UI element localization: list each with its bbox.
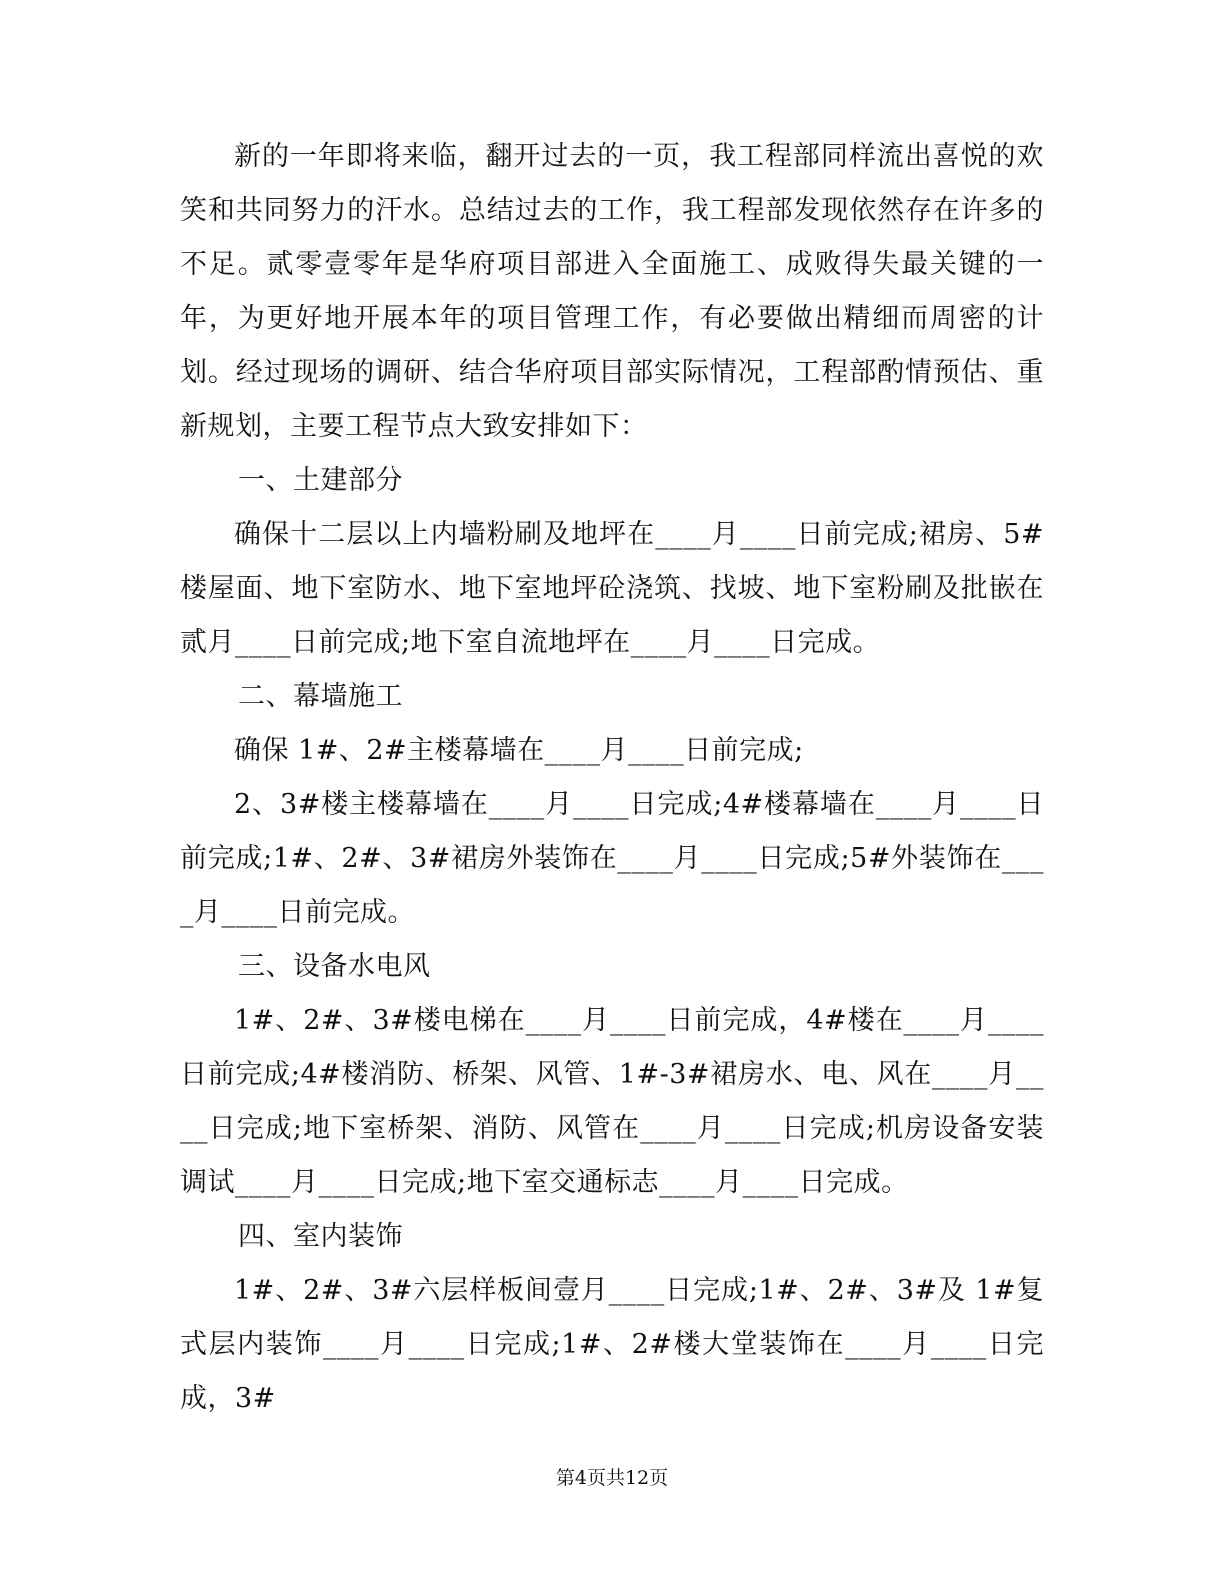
document-body xyxy=(180,130,1044,1426)
intro-paragraph: 新的一年即将来临，翻开过去的一页，我工程部同样流出喜悦的欢笑和共同努力的汗水。总结过去的工作，我工程部发现依然存在许多的不足。贰零壹零年是华府项目部进入全面施工、成败得失最关键的一年，为更好地开展本年的项目管理工作，有必要做出精细而周密的计划。经过现场的调研、结合华府项目部实际情况，工程部酌情预估、重新规划，主要工程节点大致安排如下： xyxy=(180,141,1044,442)
section-heading-curtain-wall: 二、幕墙施工 xyxy=(238,681,403,712)
section-body-curtain-wall-2: 2、3#楼主楼幕墙在____月____日完成;4#楼幕墙在____月____日前完成;1#、2#、3#裙房外装饰在____月____日完成;5#外装饰在____月____日前完成。 xyxy=(180,789,1044,928)
section-body-curtain-wall-1: 确保 1#、2#主楼幕墙在____月____日前完成; xyxy=(234,735,804,766)
section-heading-civil: 一、土建部分 xyxy=(238,465,403,496)
section-heading-mep: 三、设备水电风 xyxy=(238,951,431,982)
section-body-interior: 1#、2#、3#六层样板间壹月____日完成;1#、2#、3#及 1#复式层内装饰____月____日完成;1#、2#楼大堂装饰在____月____日完成，3# xyxy=(180,1275,1044,1414)
section-body-civil: 确保十二层以上内墙粉刷及地坪在____月____日前完成;裙房、5#楼屋面、地下室防水、地下室地坪砼浇筑、找坡、地下室粉刷及批嵌在贰月____日前完成;地下室自流地坪在____月____日完成。 xyxy=(180,519,1044,658)
section-heading-interior: 四、室内装饰 xyxy=(238,1221,403,1252)
section-body-mep: 1#、2#、3#楼电梯在____月____日前完成，4#楼在____月____日前完成;4#楼消防、桥架、风管、1#-3#裙房水、电、风在____月____日完成;地下室桥架、消防、风管在____月____日完成;机房设备安装调试____月____日完成;地下室交通标志____月____日完成。 xyxy=(180,1005,1044,1198)
page-number-footer: 第4页共12页 xyxy=(555,1467,669,1489)
